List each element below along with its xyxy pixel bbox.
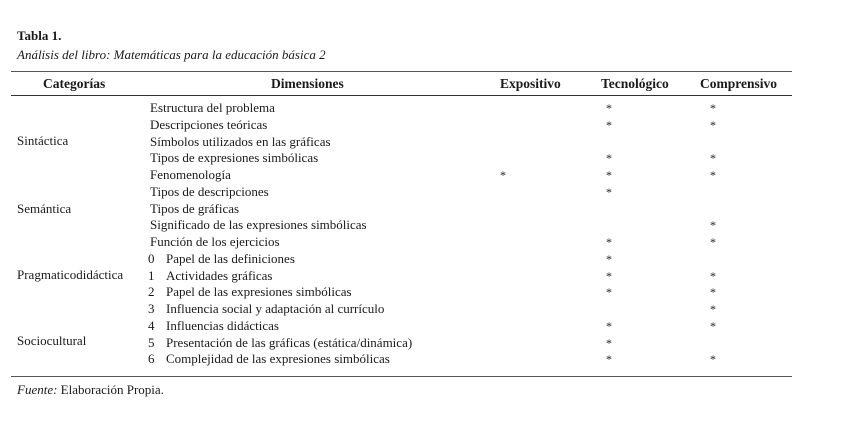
row-number: 6 [148,351,155,367]
bottom-rule [11,376,792,377]
category-sociocultural: Sociocultural [17,333,87,348]
dimension-cell: Papel de las definiciones [166,250,295,266]
mark-tec: * [606,235,612,249]
dimension-cell: Estructura del problema [150,100,275,115]
header-categorias: Categorías [43,76,106,91]
mark-com: * [710,235,716,249]
mark-tec: * [606,352,612,367]
mark-com: * [710,151,716,166]
dimension-cell: Función de los ejercicios [150,234,280,249]
mark-tec: * [606,117,612,132]
mark-com: * [710,302,716,316]
mark-com: * [710,218,716,233]
row-number: 0 [148,250,155,266]
dimension-cell: Papel de las expresiones simbólicas [166,284,352,300]
dimension-cell: Símbolos utilizados en las gráficas [150,133,331,149]
header-dimensiones: Dimensiones [271,76,344,91]
row-number: 2 [148,284,155,300]
source-text: Elaboración Propia. [57,382,164,397]
header-rule [11,95,792,96]
mark-tec: * [606,168,612,182]
category-semantica: Semántica [17,201,72,216]
dimension-cell: Complejidad de las expresiones simbólicas [166,351,390,367]
dimension-cell: Influencia social y adaptación al currículo [166,301,385,316]
top-rule [11,71,792,72]
table-caption-title: Tabla 1. [17,28,62,43]
row-number: 1 [148,267,155,283]
mark-tec: * [606,184,612,199]
dimension-cell: Fenomenología [150,167,231,182]
mark-tec: * [606,318,612,333]
row-number: 3 [148,301,155,316]
dimension-cell: Influencias didácticas [166,317,279,333]
dimension-cell: Presentación de las gráficas (estática/dinámica) [166,334,413,350]
mark-exp: * [500,168,506,182]
header-tecnologico: Tecnológico [601,76,669,91]
mark-tec: * [606,285,612,300]
mark-tec: * [606,101,612,115]
mark-com: * [710,268,716,283]
dimension-cell: Descripciones teóricas [150,116,268,132]
category-pragmaticodidactica: Pragmaticodidáctica [17,267,124,282]
mark-com: * [710,168,716,182]
mark-tec: * [606,335,612,350]
mark-com: * [710,318,716,333]
header-comprensivo: Comprensivo [700,76,778,91]
mark-com: * [710,285,716,300]
source-label: Fuente: [17,382,58,397]
dimension-cell: Tipos de gráficas [150,200,240,216]
row-number: 5 [148,334,155,350]
dimension-cell: Significado de las expresiones simbólicas [150,217,367,233]
dimension-cell: Tipos de descripciones [150,183,269,199]
mark-com: * [710,352,716,367]
mark-tec: * [606,251,612,266]
category-sintactica: Sintáctica [17,133,69,148]
header-expositivo: Expositivo [500,76,561,91]
dimension-cell: Tipos de expresiones simbólicas [150,150,319,166]
dimension-cell: Actividades gráficas [166,267,273,283]
mark-tec: * [606,268,612,283]
mark-tec: * [606,151,612,166]
mark-com: * [710,117,716,132]
mark-com: * [710,101,716,115]
table-source [17,382,164,398]
table-caption-subtitle: Análisis del libro: Matemáticas para la educación básica 2 [17,47,326,62]
row-number: 4 [148,317,155,333]
